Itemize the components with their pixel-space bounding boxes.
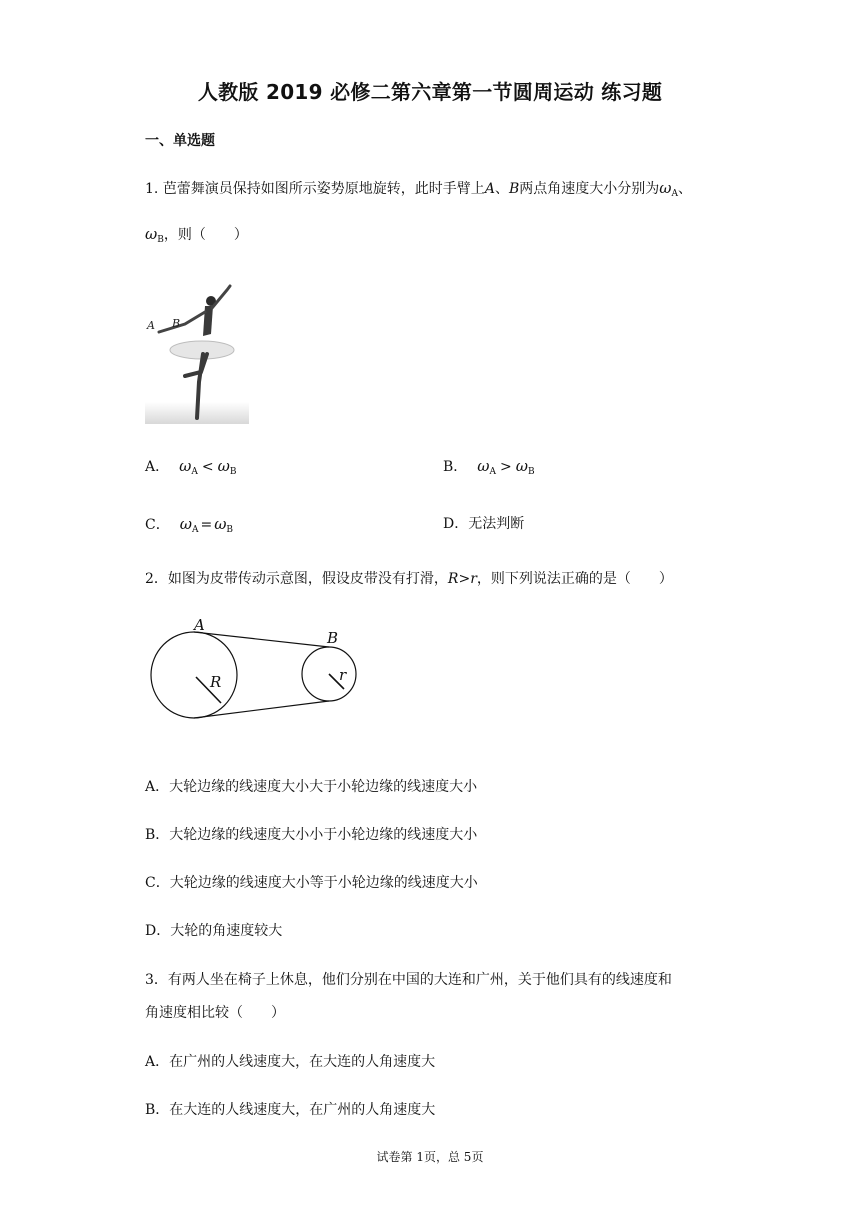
q1-option-a: A． $\omega_A < \omega_B$ (145, 457, 237, 477)
fig-label-b: B (172, 317, 181, 330)
page-title: 人教版 2019 必修二第六章第一节圆周运动 练习题 (197, 80, 663, 104)
diagram-label-big-r: R (210, 673, 222, 691)
q2-option-c: C．大轮边缘的线速度大小等于小轮边缘的线速度大小 (145, 875, 478, 891)
section-heading: 一、单选题 (145, 133, 215, 149)
q3-stem-line1: 3．有两人坐在椅子上休息，他们分别在中国的大连和广州，关于他们具有的线速度和 (145, 972, 672, 988)
q2-option-a: A．大轮边缘的线速度大小大于小轮边缘的线速度大小 (145, 779, 478, 795)
belt-drive-diagram (148, 615, 363, 727)
diagram-label-b: B (327, 629, 339, 647)
q3-option-a: A．在广州的人线速度大，在大连的人角速度大 (145, 1054, 436, 1070)
q1-option-c: C． $\omega_A = \omega_B$ (145, 515, 234, 535)
q1-stem-line2: $\omega_B$，则（ ） (145, 225, 248, 245)
ballerina-figure (145, 282, 255, 427)
q2-option-d: D．大轮的角速度较大 (145, 923, 283, 939)
q1-stem-line1: 1. 芭蕾舞演员保持如图所示姿势原地旋转，此时手臂上A、B两点角速度大小分别为$\omega_A$、 (145, 179, 692, 199)
q1-option-d: D．无法判断 (443, 516, 525, 532)
q2-stem: 2．如图为皮带传动示意图，假设皮带没有打滑，R>r，则下列说法正确的是（ ） (145, 571, 673, 587)
q3-stem-line2: 角速度相比较（ ） (145, 1005, 285, 1021)
q2-option-b: B．大轮边缘的线速度大小小于小轮边缘的线速度大小 (145, 827, 478, 843)
diagram-label-small-r: r (339, 666, 347, 684)
q3-option-b: B．在大连的人线速度大，在广州的人角速度大 (145, 1102, 436, 1118)
q1-option-b: B． $\omega_A > \omega_B$ (443, 457, 535, 477)
page-footer: 试卷第 1页，总 5页 (376, 1150, 484, 1164)
fig-label-a: A (147, 319, 155, 332)
diagram-label-a: A (194, 616, 205, 634)
